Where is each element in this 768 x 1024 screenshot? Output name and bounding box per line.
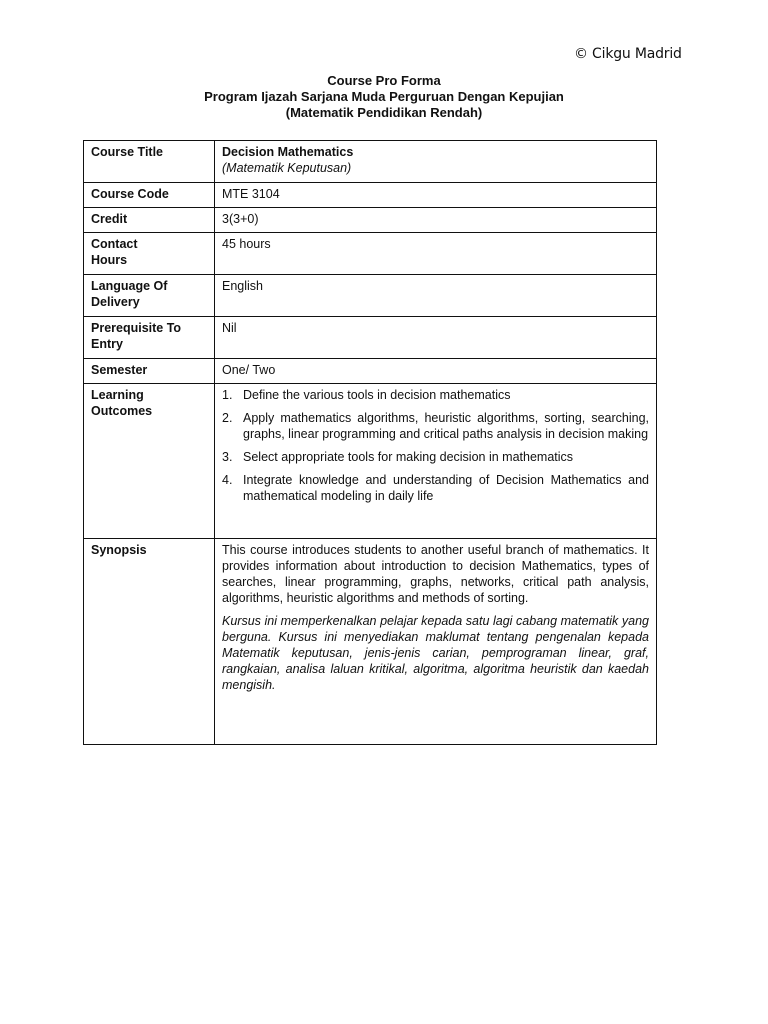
outcome-item	[222, 449, 649, 465]
prerequisite-label-line1: Prerequisite To	[91, 321, 182, 335]
row-learning-outcomes	[84, 384, 657, 539]
learning-outcomes-value	[215, 384, 657, 539]
row-synopsis	[84, 539, 657, 745]
outcome-item	[222, 387, 649, 403]
course-title-malay: (Matematik Keputusan)	[222, 161, 352, 175]
row-contact-hours	[84, 233, 657, 275]
copyright-notice: © Cikgu Madrid	[574, 46, 682, 62]
learning-outcomes-label-line2: Outcomes	[91, 404, 153, 418]
outcome-number: 1.	[222, 388, 233, 402]
outcome-item	[222, 410, 649, 442]
synopsis-value	[215, 539, 657, 745]
outcome-text: Select appropriate tools for making decision in mathematics	[243, 450, 574, 464]
course-title-value	[215, 141, 657, 183]
row-semester	[84, 359, 657, 384]
row-language	[84, 275, 657, 317]
credit-value: 3(3+0)	[215, 208, 657, 233]
semester-value: One/ Two	[215, 359, 657, 384]
heading-specialization: (Matematik Pendidikan Rendah)	[285, 105, 483, 120]
row-credit	[84, 208, 657, 233]
outcome-text: Define the various tools in decision mathematics	[243, 388, 511, 402]
synopsis-english: This course introduces students to another useful branch of mathematics. It provides information about introduction to decision Mathematics, types of searches, linear programming, graphs, networks, critical path analysis, algorithms, heuristic algorithms and methods of sorting.	[222, 543, 649, 605]
course-title-english: Decision Mathematics	[222, 145, 354, 159]
contact-hours-label-line2: Hours	[91, 253, 128, 267]
outcome-number: 3.	[222, 450, 233, 464]
synopsis-label: Synopsis	[84, 539, 215, 745]
outcome-text: Apply mathematics algorithms, heuristic algorithms, sorting, searching, graphs, linear programming and critical paths analysis in decision making	[243, 411, 649, 441]
synopsis-malay: Kursus ini memperkenalkan pelajar kepada satu lagi cabang matematik yang berguna. Kursus ini menyediakan maklumat tentang pengenalan kepada Matematik keputusan, jenis-jenis carian, pemprograman linear, graf, rangkaian, analisa laluan kritikal, algoritma, algoritma heuristik dan kaedah mengisih.	[222, 614, 649, 692]
semester-label: Semester	[84, 359, 215, 384]
document-heading	[0, 73, 768, 121]
course-proforma-table	[83, 140, 657, 745]
heading-program: Program Ijazah Sarjana Muda Perguruan Dengan Kepujian	[204, 89, 564, 104]
contact-hours-label-line1: Contact	[91, 237, 138, 251]
prerequisite-label-line2: Entry	[91, 337, 123, 351]
language-value: English	[215, 275, 657, 317]
prerequisite-value: Nil	[215, 317, 657, 359]
learning-outcomes-label-line1: Learning	[91, 388, 144, 402]
outcomes-list	[222, 387, 649, 504]
course-title-label: Course Title	[84, 141, 215, 183]
learning-outcomes-label	[84, 384, 215, 539]
course-code-value: MTE 3104	[215, 183, 657, 208]
row-course-code	[84, 183, 657, 208]
outcome-text: Integrate knowledge and understanding of Decision Mathematics and mathematical modeling in daily life	[243, 473, 649, 503]
language-label-line1: Language Of	[91, 279, 168, 293]
row-course-title	[84, 141, 657, 183]
credit-label: Credit	[84, 208, 215, 233]
row-prerequisite	[84, 317, 657, 359]
language-label-line2: Delivery	[91, 295, 140, 309]
prerequisite-label	[84, 317, 215, 359]
course-code-label: Course Code	[84, 183, 215, 208]
contact-hours-label	[84, 233, 215, 275]
heading-title: Course Pro Forma	[327, 73, 441, 88]
contact-hours-value: 45 hours	[215, 233, 657, 275]
language-label	[84, 275, 215, 317]
outcome-number: 4.	[222, 473, 233, 487]
outcome-number: 2.	[222, 411, 233, 425]
outcome-item	[222, 472, 649, 504]
